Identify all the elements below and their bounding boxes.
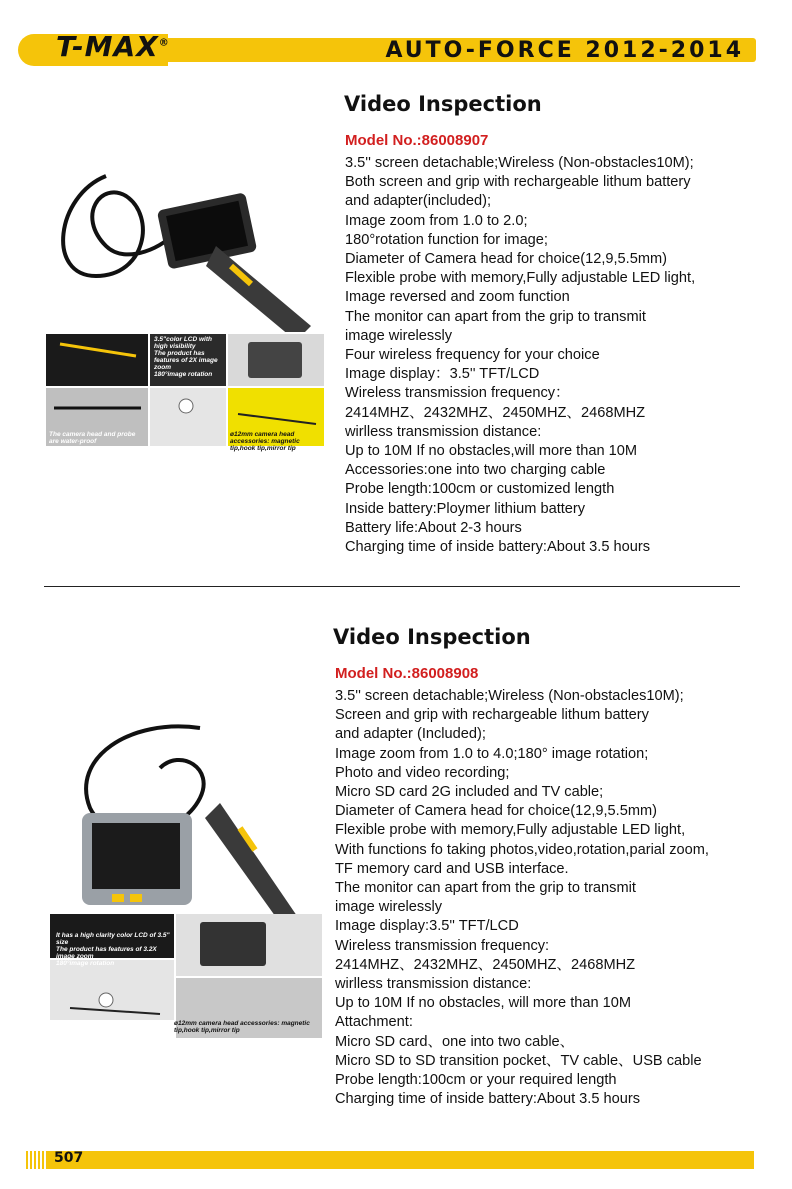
product-2-photo [50, 708, 322, 1038]
spec-line: TF memory card and USB interface. [335, 860, 569, 877]
spec-line: 3.5'' screen detachable;Wireless (Non-obstacles10M); [335, 688, 684, 704]
catalog-title: AUTO-FORCE 2012-2014 [385, 38, 744, 63]
spec-line: Diameter of Camera head for choice(12,9,5.5mm) [345, 251, 668, 268]
product-2-image [50, 708, 322, 1038]
spec-line: Attachment: [335, 1014, 413, 1031]
spec-line: Charging time of inside battery:About 3.5 hours [345, 539, 651, 556]
product-1-image [46, 156, 324, 452]
page-header [0, 0, 792, 80]
spec-line: Flexible probe with memory,Fully adjustable LED light, [335, 822, 686, 839]
product-1-accessories-caption: ø12mm camera head accessories: magnetic tip,hook tip,mirror tip [230, 431, 300, 452]
spec-line: Micro SD card 2G included and TV cable; [335, 784, 604, 801]
product-1-specs [345, 154, 695, 557]
spec-line: Wireless transmission frequency: [335, 937, 550, 954]
registered-mark: ® [158, 37, 170, 49]
brand-logo [56, 30, 170, 63]
spec-line: Wireless transmission frequency： [345, 385, 570, 402]
spec-line: Micro SD card、one into two cable、 [335, 1033, 575, 1050]
spec-line: 3.5'' screen detachable;Wireless (Non-obstacles10M); [345, 155, 694, 171]
product-1-photo [46, 156, 324, 446]
logo-text: T-MAX [56, 30, 159, 63]
spec-line: Photo and video recording; [335, 764, 510, 781]
spec-line: wirlless transmission distance: [345, 423, 542, 440]
spec-line: Probe length:100cm or your required length [335, 1072, 617, 1089]
product-1-probe-caption: The camera head and probe are water-proof [49, 431, 136, 445]
spec-line: image wirelessly [345, 327, 453, 344]
footer-stripes [26, 1151, 48, 1169]
spec-line: 2414MHZ、2432MHZ、2450MHZ、2468MHZ [345, 404, 646, 421]
spec-line: 2414MHZ、2432MHZ、2450MHZ、2468MHZ [335, 956, 636, 973]
spec-line: image wirelessly [335, 899, 443, 916]
spec-line: Flexible probe with memory,Fully adjustable LED light, [345, 270, 696, 287]
spec-line: Image display：3.5'' TFT/LCD [345, 366, 540, 383]
spec-line: Up to 10M If no obstacles, will more than 10M [335, 995, 632, 1012]
product-1-title: Video Inspection [344, 92, 542, 116]
spec-line: and adapter(included); [345, 193, 492, 210]
spec-line: Diameter of Camera head for choice(12,9,5.5mm) [335, 803, 658, 820]
spec-line: The monitor can apart from the grip to transmit [335, 880, 636, 897]
spec-line: Accessories:one into two charging cable [345, 462, 606, 479]
footer-yellow-bar [46, 1151, 754, 1169]
spec-line: Battery life:About 2-3 hours [345, 519, 522, 536]
product-1-model: Model No.:86008907 [345, 132, 489, 149]
product-2-specs [335, 687, 709, 1109]
spec-line: Micro SD to SD transition pocket、TV cable、USB cable [335, 1052, 702, 1069]
spec-line: wirlless transmission distance: [335, 976, 532, 993]
spec-line: Image zoom from 1.0 to 4.0;180° image rotation; [335, 745, 649, 762]
product-2-accessories-caption: ø12mm camera head accessories: magnetic tip,hook tip,mirror tip [174, 1020, 310, 1034]
spec-line: Up to 10M If no obstacles,will more than 10M [345, 443, 638, 460]
spec-line: Inside battery:Ploymer lithium battery [345, 500, 586, 517]
spec-line: Image reversed and zoom function [345, 289, 570, 306]
spec-line: Charging time of inside battery:About 3.5 hours [335, 1091, 641, 1108]
page-number: 507 [54, 1150, 84, 1166]
product-2-title: Video Inspection [333, 625, 531, 649]
product-2-features-caption: It has a high clarity color LCD of 3.5" size The product has features of 3.2X image zoom 180°image rotation [56, 932, 170, 967]
spec-line: Image zoom from 1.0 to 2.0; [345, 212, 528, 229]
spec-line: Both screen and grip with rechargeable lithum battery [345, 174, 691, 191]
product-2-model: Model No.:86008908 [335, 665, 479, 682]
spec-line: Screen and grip with rechargeable lithum battery [335, 707, 649, 724]
section-divider [44, 586, 740, 587]
spec-line: Four wireless frequency for your choice [345, 347, 600, 364]
spec-line: The monitor can apart from the grip to transmit [345, 308, 646, 325]
spec-line: Probe length:100cm or customized length [345, 481, 615, 498]
product-1-features-caption: 3.5"color LCD with high visibility The product has features of 2X image zoom 180°image rotation [154, 336, 218, 378]
spec-line: 180°rotation function for image; [345, 231, 548, 248]
spec-line: With functions fo taking photos,video,rotation,parial zoom, [335, 841, 709, 858]
spec-line: Image display:3.5'' TFT/LCD [335, 918, 519, 935]
spec-line: and adapter (Included); [335, 726, 486, 743]
